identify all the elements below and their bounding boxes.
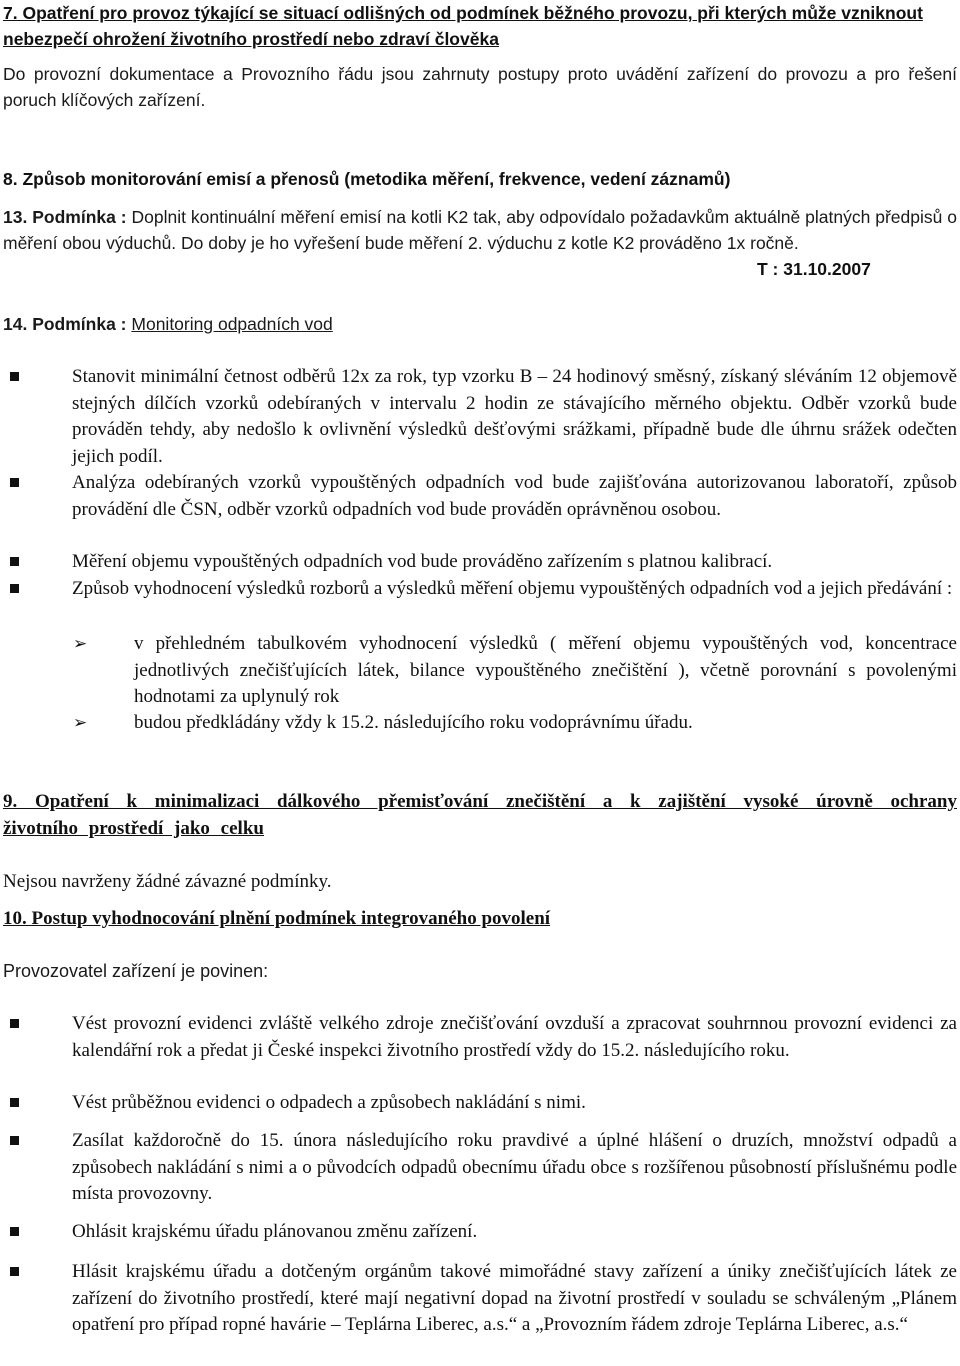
duty-bullet-4-text: Ohlásit krajskému úřadu plánovanou změnu zařízení. xyxy=(72,1221,478,1242)
bullet-square-icon xyxy=(10,557,19,566)
evaluation-subitem-1 xyxy=(3,631,957,711)
monitoring-bullet-2 xyxy=(3,470,957,523)
condition-13-label: 13. Podmínka : xyxy=(3,207,127,227)
duty-bullet-4 xyxy=(3,1219,957,1246)
duty-bullet-3-text: Zasílat každoročně do 15. února následujícího roku pravdivé a úplné hlášení o druzích, množství odpadů a způsobech nakládání s nimi a o původcích odpadů obecnímu úřadu obce s rozšířenou působností příslušnému podle místa provozovny. xyxy=(72,1130,957,1204)
section-9-text: Nejsou navrženy žádné závazné podmínky. xyxy=(3,871,332,892)
duty-bullet-2-text: Vést průběžnou evidenci o odpadech a způsobech nakládání s nimi. xyxy=(72,1092,586,1113)
condition-13-text: Doplnit kontinuální měření emisí na kotli K2 tak, aby odpovídalo požadavkům aktuálně platných předpisů o měření obou výduchů. Do doby je ho vyřešení bude měření 2. výduchu z kotle K2 prováděno 1x ročně. xyxy=(3,207,957,253)
condition-14-title: Monitoring odpadních vod xyxy=(131,314,333,334)
duty-bullet-3 xyxy=(3,1128,957,1208)
evaluation-subitem-2 xyxy=(3,710,957,737)
evaluation-subitem-1-text: v přehledném tabulkovém vyhodnocení výsledků ( měření objemu vypouštěných vod, koncentrace jednotlivých znečišťujících látek, bilance vypouštěného znečištění ), včetně porovnání s povolenými hodnotami za uplynulý rok xyxy=(134,633,957,707)
section-9-heading: 9. Opatření k minimalizaci dálkového přemisťování znečištění a k zajištění vysoké úrovně ochrany životního prostředí jako celku xyxy=(3,791,957,839)
condition-13-term: T : 31.10.2007 xyxy=(757,259,871,279)
section-8-heading: 8. Způsob monitorování emisí a přenosů (metodika měření, frekvence, vedení záznamů) xyxy=(3,169,731,189)
section-10-intro: Provozovatel zařízení je povinen: xyxy=(3,961,269,981)
monitoring-bullet-3 xyxy=(3,549,957,576)
duty-bullet-5 xyxy=(3,1259,957,1339)
bullet-square-icon xyxy=(10,1227,19,1236)
condition-13 xyxy=(3,204,957,256)
duty-bullet-2 xyxy=(3,1090,957,1117)
bullet-square-icon xyxy=(10,1267,19,1276)
bullet-square-icon xyxy=(10,584,19,593)
section-7-text: Do provozní dokumentace a Provozního řádu jsou zahrnuty postupy proto uvádění zařízení do provozu a pro řešení poruch klíčových zařízení. xyxy=(3,64,957,110)
duty-bullet-1 xyxy=(3,1011,957,1064)
evaluation-subitem-2-text: budou předkládány vždy k 15.2. následujícího roku vodoprávnímu úřadu. xyxy=(134,712,693,733)
section-10-heading: 10. Postup vyhodnocování plnění podmínek integrovaného povolení xyxy=(3,908,551,929)
bullet-square-icon xyxy=(10,1098,19,1107)
bullet-square-icon xyxy=(10,1019,19,1028)
arrow-bullet-icon: ➢ xyxy=(73,713,88,733)
monitoring-bullet-4 xyxy=(3,576,957,603)
bullet-square-icon xyxy=(10,372,19,381)
bullet-square-icon xyxy=(10,478,19,487)
bullet-square-icon xyxy=(10,1136,19,1145)
monitoring-bullet-1 xyxy=(3,364,957,470)
arrow-bullet-icon: ➢ xyxy=(73,634,88,654)
monitoring-bullet-1-text: Stanovit minimální četnost odběrů 12x za rok, typ vzorku B – 24 hodinový směsný, získaný sléváním 12 objemově stejných dílčích vzorků odebíraných v intervalu 2 hodin ze stávajícího měrného objektu. Odběr vzorků bude prováděn tehdy, aby nedošlo k ovlivnění výsledků dešťovými srážkami, případně bude dle úhrnu srážek odečten jejich podíl. xyxy=(72,366,957,467)
duty-bullet-5-text: Hlásit krajskému úřadu a dotčeným orgánům takové mimořádné stavy zařízení a úniky znečišťujících látek ze zařízení do životního prostředí, které mají negativní dopad na životní prostředí v souladu se schváleným „Plánem opatření pro případ ropné havárie – Teplárna Liberec, a.s.“ a „Provozním řádem zdroje Teplárna Liberec, a.s.“ xyxy=(72,1261,957,1335)
monitoring-bullet-3-text: Měření objemu vypouštěných odpadních vod bude prováděno zařízením s platnou kalibrací. xyxy=(72,551,773,572)
condition-14 xyxy=(3,311,957,337)
duty-bullet-1-text: Vést provozní evidenci zvláště velkého zdroje znečišťování ovzduší a zpracovat souhrnnou provozní evidenci za kalendářní rok a předat ji České inspekci životního prostředí vždy do 15.2. následujícího roku. xyxy=(72,1013,957,1061)
monitoring-bullet-2-text: Analýza odebíraných vzorků vypouštěných odpadních vod bude zajišťována autorizovanou laboratoří, způsob provádění dle ČSN, odběr vzorků odpadních vod bude prováděn oprávněnou osobou. xyxy=(72,472,957,520)
monitoring-bullet-4-text: Způsob vyhodnocení výsledků rozborů a výsledků měření objemu vypouštěných odpadních vod a jejich předávání : xyxy=(72,578,953,599)
condition-14-label: 14. Podmínka : xyxy=(3,314,127,334)
section-7-heading: 7. Opatření pro provoz týkající se situací odlišných od podmínek běžného provozu, při kterých může vzniknout nebezpečí ohrožení životního prostředí nebo zdraví člověka xyxy=(3,3,923,49)
